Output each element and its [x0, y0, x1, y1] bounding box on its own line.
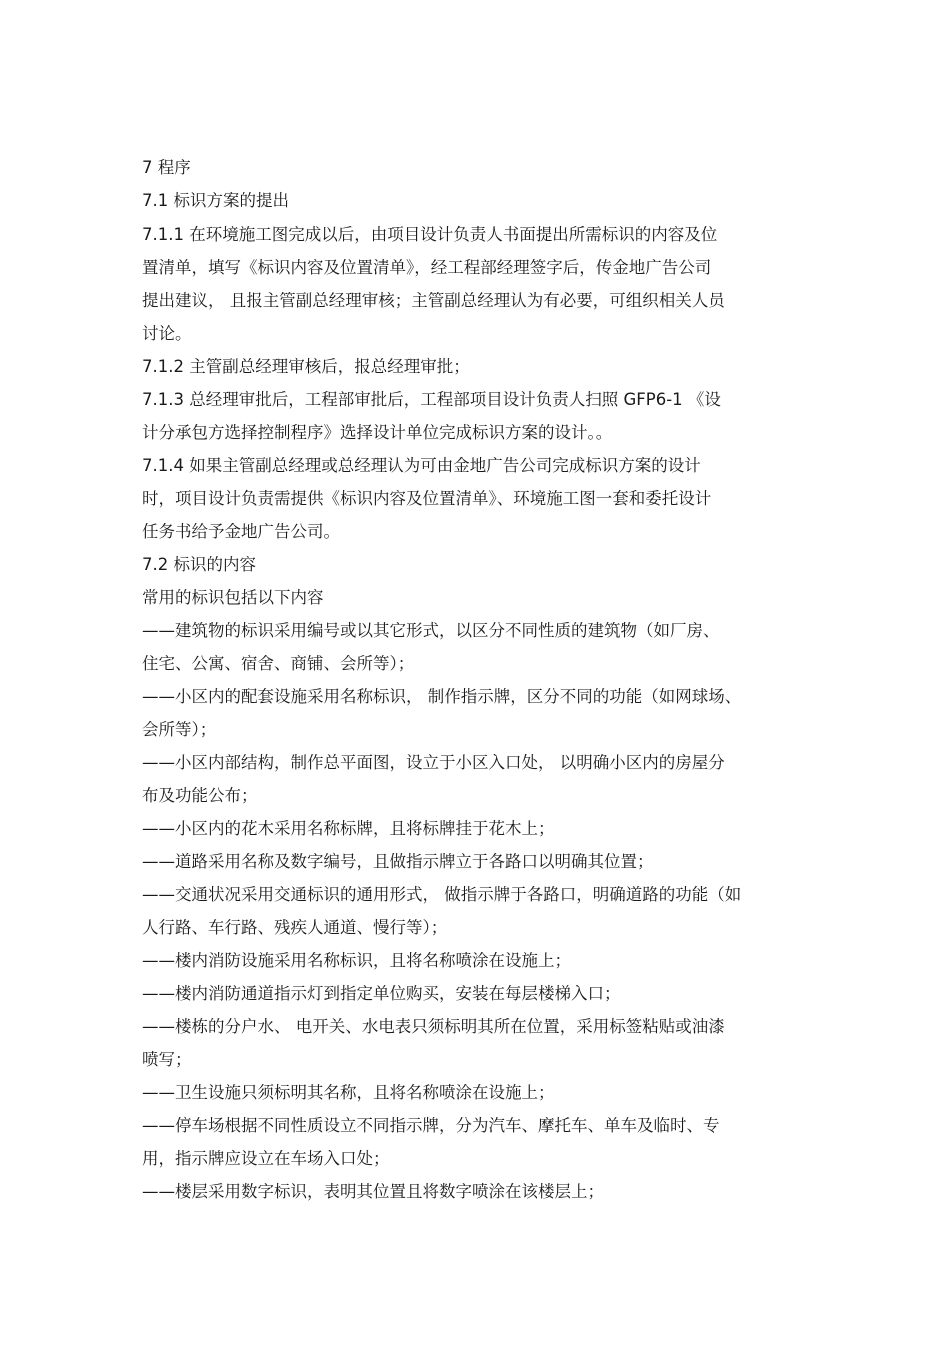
- list-item-line: ——建筑物的标识采用编号或以其它形式，以区分不同性质的建筑物（如厂房、: [142, 621, 720, 640]
- paragraph-line: 时，项目设计负责需提供《标识内容及位置清单》、环境施工图一套和委托设计: [142, 489, 712, 508]
- paragraph-line: 7.1.2 主管副总经理审核后，报总经理审批；: [142, 357, 470, 376]
- list-item-line: ——小区内部结构，制作总平面图，设立于小区入口处， 以明确小区内的房屋分: [142, 753, 725, 772]
- list-item-line: 喷写；: [142, 1050, 192, 1069]
- list-item-line: ——小区内的花木采用名称标牌，且将标牌挂于花木上；: [142, 819, 555, 838]
- list-item-line: 会所等）；: [142, 720, 217, 739]
- list-item-line: ——道路采用名称及数字编号，且做指示牌立于各路口以明确其位置；: [142, 852, 654, 871]
- paragraph-line: 7.1.1 在环境施工图完成以后，由项目设计负责人书面提出所需标识的内容及位: [142, 225, 718, 244]
- list-item-line: ——楼层采用数字标识，表明其位置且将数字喷涂在该楼层上；: [142, 1182, 604, 1201]
- paragraph-line: 讨论。: [142, 324, 192, 343]
- paragraph-line: 任务书给予金地广告公司。: [142, 522, 340, 541]
- list-item-line: 人行路、车行路、残疾人通道、慢行等）；: [142, 918, 448, 937]
- list-item-line: ——交通状况采用交通标识的通用形式， 做指示牌于各路口，明确道路的功能（如: [142, 885, 742, 904]
- subsection-heading-7-2: 7.2 标识的内容: [142, 555, 256, 574]
- list-item-line: 用，指示牌应设立在车场入口处；: [142, 1149, 390, 1168]
- list-item-line: ——楼内消防通道指示灯到指定单位购买，安装在每层楼梯入口；: [142, 984, 621, 1003]
- paragraph-line: 常用的标识包括以下内容: [142, 588, 324, 607]
- list-item-line: ——停车场根据不同性质设立不同指示牌，分为汽车、摩托车、单车及临时、专: [142, 1116, 720, 1135]
- list-item-line: ——楼栋的分户水、 电开关、水电表只须标明其所在位置，采用标签粘贴或油漆: [142, 1017, 725, 1036]
- subsection-heading-7-1: 7.1 标识方案的提出: [142, 191, 289, 210]
- list-item-line: ——楼内消防设施采用名称标识，且将名称喷涂在设施上；: [142, 951, 571, 970]
- list-item-line: 住宅、公寓、宿舍、商铺、会所等）；: [142, 654, 415, 673]
- paragraph-line: 7.1.3 总经理审批后，工程部审批后，工程部项目设计负责人扫照 GFP6-1 《设: [142, 390, 721, 409]
- list-item-line: 布及功能公布；: [142, 786, 258, 805]
- paragraph-line: 计分承包方选择控制程序》选择设计单位完成标识方案的设计。。: [142, 423, 613, 442]
- list-item-line: ——小区内的配套设施采用名称标识， 制作指示牌，区分不同的功能（如网球场、: [142, 687, 742, 706]
- paragraph-line: 提出建议， 且报主管副总经理审核；主管副总经理认为有必要，可组织相关人员: [142, 291, 725, 310]
- paragraph-line: 7.1.4 如果主管副总经理或总经理认为可由金地广告公司完成标识方案的设计: [142, 456, 701, 475]
- section-heading-7: 7 程序: [142, 158, 191, 177]
- paragraph-line: 置清单，填写《标识内容及位置清单》，经工程部经理签字后，传金地广告公司: [142, 258, 712, 277]
- list-item-line: ——卫生设施只须标明其名称，且将名称喷涂在设施上；: [142, 1083, 555, 1102]
